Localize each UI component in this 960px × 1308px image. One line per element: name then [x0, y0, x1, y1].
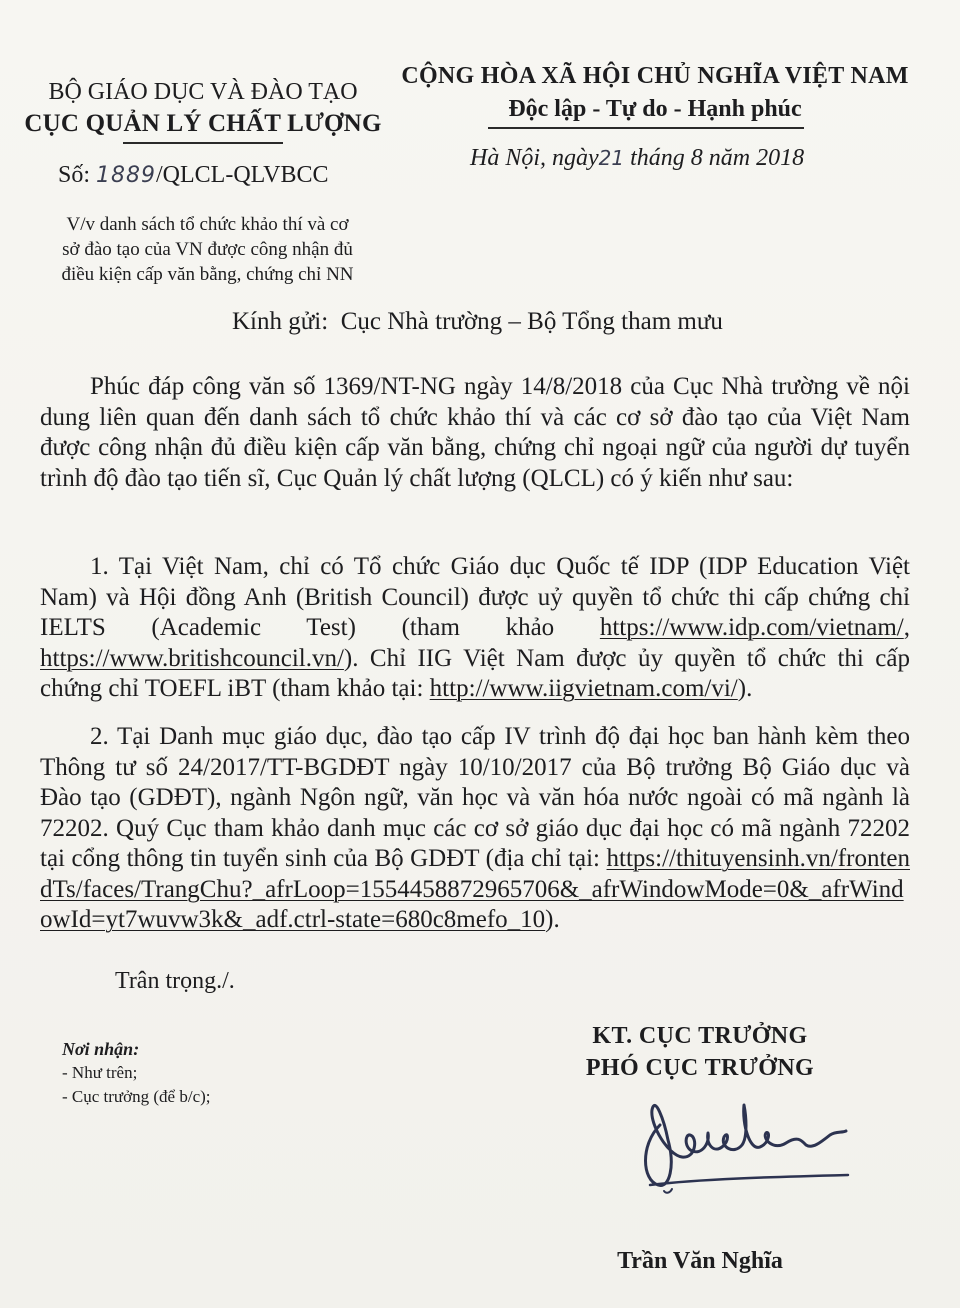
item-2-end: ). [545, 906, 560, 933]
subject-line: điều kiện cấp văn bằng, chứng chỉ NN [61, 264, 354, 285]
item-1-paragraph [40, 552, 910, 705]
department-name: CỤC QUẢN LÝ CHẤT LƯỢNG [24, 110, 382, 137]
item-2-text: 2. Tại Danh mục giáo dục, đào tạo cấp IV trình độ đại học ban hành kèm theo Thông tư số 24/2017/TT-BGDĐT ngày 10/10/2017 của Bộ trưởng Bộ Giáo dục và Đào tạo (GDĐT), ngành Ngôn ngữ, văn học và văn hóa nước ngoài có mã ngành là 72202. Quý Cục tham khảo danh mục các cơ sở giáo dục đại học có mã ngành 72202 tại cổng thông tin tuyển sinh của Bộ GDĐT (địa chỉ tại: [40, 723, 910, 872]
signer-name: Trần Văn Nghĩa [617, 1248, 783, 1274]
intro-text: Phúc đáp công văn số 1369/NT-NG ngày 14/8/2018 của Cục Nhà trường về nội dung liên quan đến danh sách tổ chức khảo thí và các cơ sở đào tạo của Việt Nam được công nhận đủ điều kiện cấp văn bằng, chứng chỉ ngoại ngữ của người dự tuyển trình độ đào tạo tiến sĩ, Cục Quản lý chất lượng (QLCL) có ý kiến như sau: [40, 373, 910, 492]
signature-block [540, 1020, 860, 1084]
ministry-name: BỘ GIÁO DỤC VÀ ĐÀO TẠO [48, 79, 358, 105]
handwritten-number: 1889 [96, 163, 157, 188]
recipients-list [62, 1037, 211, 1109]
item-1-text-cont: ). Chỉ IIG Việt Nam được ủy quyền tổ chức thi cấp chứng chỉ TOEFL iBT (tham khảo tại: [40, 644, 910, 702]
item-1-end: ). [737, 675, 753, 702]
idp-link[interactable]: https://www.idp.com/vietnam/ [599, 614, 904, 641]
handwritten-signature [630, 1085, 870, 1195]
subject-line: sở đào tạo của VN được công nhận đủ [62, 239, 353, 260]
thituyensinh-link[interactable]: https://thituyensinh.vn/frontendTs/faces/TrangChu?_afrLoop=1554458872965706&_afrWindowMode=0&_afrWindowId=yt7wuvw3k&_adf.ctrl-state=680c8mefo_10 [40, 845, 910, 933]
number-prefix: Số: [58, 162, 97, 188]
iig-link[interactable]: http://www.iigvietnam.com/vi/ [429, 675, 738, 702]
national-header [395, 60, 915, 126]
date-prefix: Hà Nội, ngày [470, 145, 599, 171]
number-suffix: /QLCL-QLVBCC [156, 162, 329, 188]
issuer-underline [123, 142, 283, 144]
document-number [58, 162, 328, 189]
recipient-item: - Cục trưởng (để b/c); [62, 1087, 211, 1106]
recipient [232, 308, 723, 336]
nation-title: CỘNG HÒA XÃ HỘI CHỦ NGHĨA VIỆT NAM [401, 63, 909, 89]
item-1-text: 1. Tại Việt Nam, chỉ có Tổ chức Giáo dục Quốc tế IDP (IDP Education Việt Nam) và Hội đồng Anh (British Council) được uỷ quyền tổ chức thi cấp chứng chỉ IELTS (Academic Test) (tham khảo [40, 553, 910, 641]
item-2-paragraph [40, 722, 910, 936]
recipients-heading: Nơi nhận: [62, 1039, 140, 1059]
intro-paragraph [40, 372, 910, 494]
subject-summary [25, 212, 390, 287]
subject-line: V/v danh sách tổ chức khảo thí và cơ [66, 214, 349, 235]
signatory-position: PHÓ CỤC TRƯỞNG [585, 1055, 815, 1081]
recipient-label: Kính gửi: [232, 308, 329, 335]
british-council-link[interactable]: https://www.britishcouncil.vn/ [40, 644, 344, 672]
issuer-header [18, 76, 388, 140]
date-suffix: tháng 8 năm 2018 [624, 145, 805, 171]
motto-underline [488, 127, 804, 129]
signatory-title: KT. CỤC TRƯỞNG [592, 1023, 808, 1049]
closing-remark: Trân trọng./. [115, 968, 235, 994]
recipient-name: Cục Nhà trường – Bộ Tổng tham mưu [340, 308, 723, 335]
handwritten-day: 21 [598, 146, 625, 170]
document-date [470, 145, 804, 172]
national-motto: Độc lập - Tự do - Hạnh phúc [508, 96, 802, 122]
separator: , [903, 614, 910, 641]
recipient-item: - Như trên; [62, 1063, 138, 1082]
